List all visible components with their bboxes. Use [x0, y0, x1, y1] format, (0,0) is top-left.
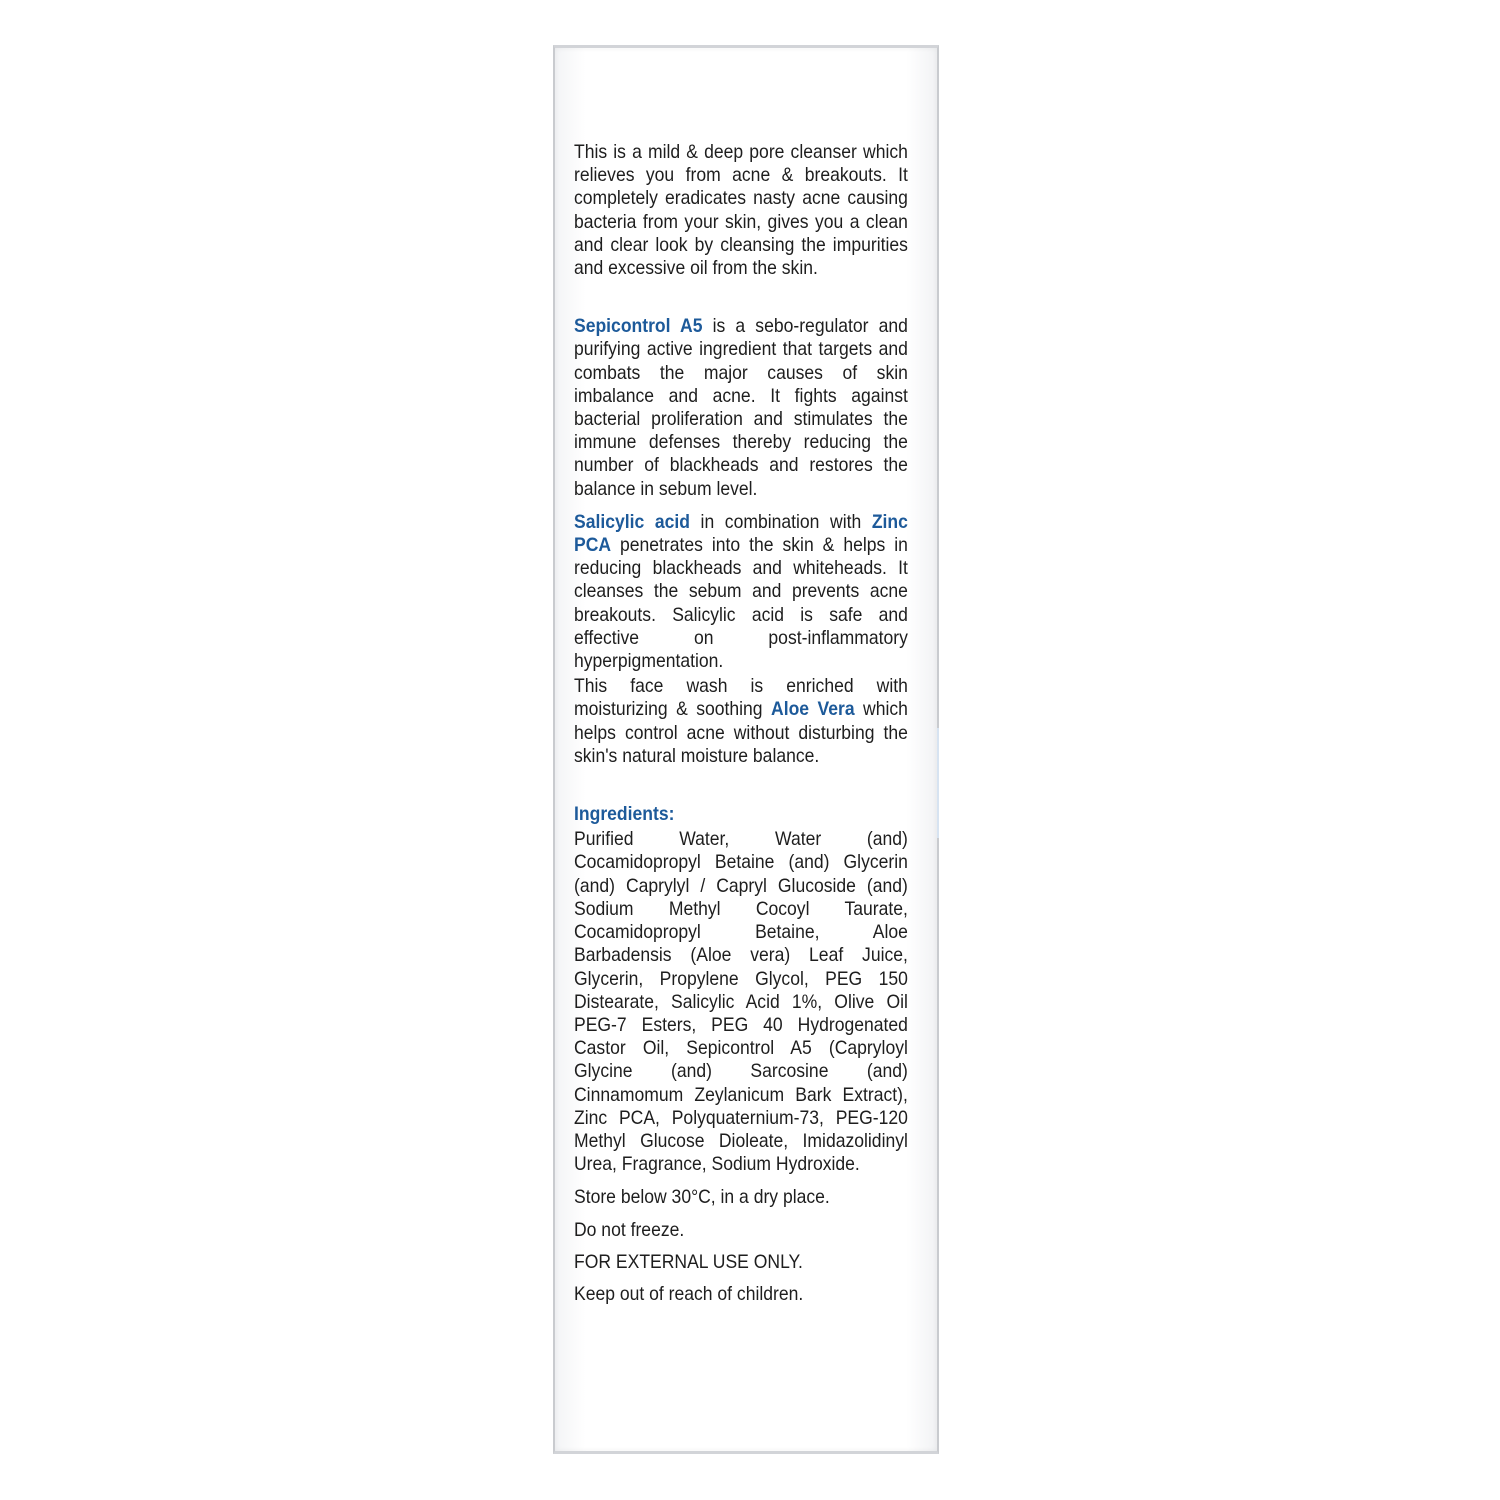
salicylic-paragraph [574, 511, 908, 673]
aloe-vera-highlight: Aloe Vera [771, 698, 855, 721]
aloe-text-a: This face wash is enriched with moisturizing & soothing [574, 675, 908, 721]
ingredients-heading: Ingredients: [574, 803, 675, 826]
panel-edge-accent [937, 728, 939, 838]
sepicontrol-highlight: Sepicontrol A5 [574, 315, 703, 338]
product-box-side-panel [553, 45, 939, 1454]
ingredients-list: Purified Water, Water (and) Cocamidopropyl Betaine (and) Glycerin (and) Caprylyl / Capryl Glucoside (and) Sodium Methyl Cocoyl Taurate, Cocamidopropyl Betaine, Aloe Barbadensis (Aloe vera) Leaf Juice, Glycerin, Propylene Glycol, PEG 150 Distearate, Salicylic Acid 1%, Olive Oil PEG-7 Esters, PEG 40 Hydrogenated Castor Oil, Sepicontrol A5 (Capryloyl Glycine (and) Sarcosine (and) Cinnamomum Zeylanicum Bark Extract), Zinc PCA, Polyquaternium-73, PEG-120 Methyl Glucose Dioleate, Imidazolidinyl Urea, Fragrance, Sodium Hydroxide. [574, 828, 908, 1176]
sepicontrol-paragraph [574, 315, 908, 501]
aloe-paragraph [574, 675, 908, 768]
storage-external-use: FOR EXTERNAL USE ONLY. [574, 1250, 803, 1273]
storage-no-freeze: Do not freeze. [574, 1218, 685, 1241]
storage-keep-away-children: Keep out of reach of children. [574, 1282, 804, 1305]
storage-temperature: Store below 30°C, in a dry place. [574, 1186, 830, 1209]
aloe-text-b: which helps control acne without disturbing the skin's natural moisture balance. [574, 698, 908, 767]
intro-paragraph: This is a mild & deep pore cleanser which relieves you from acne & breakouts. It completely eradicates nasty acne causing bacteria from your skin, gives you a clean and clear look by cleansing the impurities and excessive oil from the skin. [574, 141, 908, 280]
salicylic-text-a: in combination with [689, 510, 872, 533]
product-text-column [574, 141, 908, 1315]
salicylic-highlight: Salicylic acid [574, 510, 690, 533]
storage-instructions [574, 1186, 908, 1306]
sepicontrol-text: is a sebo-regulator and purifying active ingredient that targets and combats the major causes of skin imbalance and acne. It fights against bacterial proliferation and stimulates the immune defenses thereby reducing the number of blackheads and restores the balance in sebum level. [574, 315, 908, 500]
salicylic-text-b: penetrates into the skin & helps in reducing blackheads and whiteheads. It cleanses the sebum and prevents acne breakouts. Salicylic acid is safe and effective on post-inflammatory hyperpigmentation. [574, 534, 908, 673]
zinc-pca-highlight: Zinc PCA [574, 510, 908, 557]
